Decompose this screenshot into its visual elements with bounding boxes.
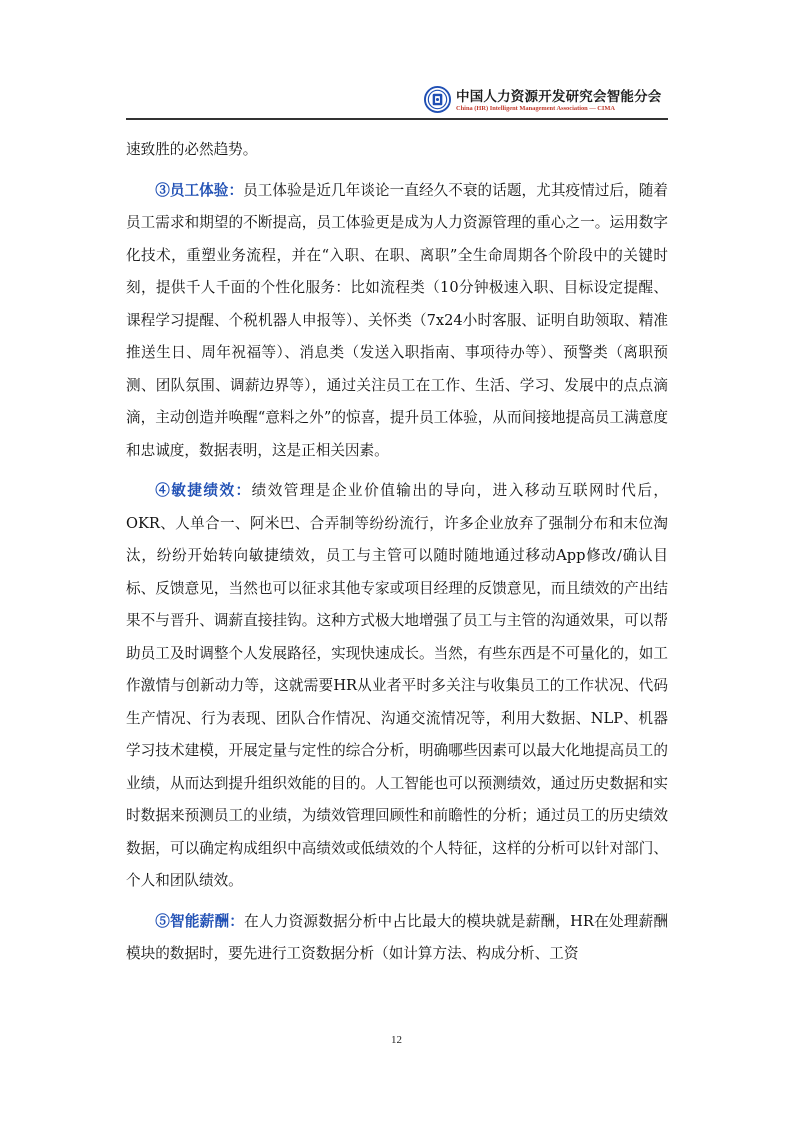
paragraph-agile-performance	[126, 475, 668, 898]
cima-logo-icon	[424, 86, 451, 113]
org-name-en: China (HR) Intelligent Management Association — CIMA	[456, 105, 616, 112]
paragraph-text: 绩效管理是企业价值输出的导向，进入移动互联网时代后，OKR、人单合一、阿米巴、合弄制等纷纷流行，许多企业放弃了强制分布和末位淘汰，纷纷开始转向敏捷绩效，员工与主管可以随时随地通过移动App修改/确认目标、反馈意见，当然也可以征求其他专家或项目经理的反馈意见，而且绩效的产出结果不与晋升、调薪直接挂钩。这种方式极大地增强了员工与主管的沟通效果，可以帮助员工及时调整个人发展路径，实现快速成长。当然，有些东西是不可量化的，如工作激情与创新动力等，这就需要HR从业者平时多关注与收集员工的工作状况、代码生产情况、行为表现、团队合作情况、沟通交流情况等，利用大数据、NLP、机器学习技术建模，开展定量与定性的综合分析，明确哪些因素可以最大化地提高员工的业绩，从而达到提升组织效能的目的。人工智能也可以预测绩效，通过历史数据和实时数据来预测员工的业绩，为绩效管理回顾性和前瞻性的分析；通过员工的历史绩效数据，可以确定构成组织中高绩效或低绩效的个人特征，这样的分析可以针对部门、个人和团队绩效。	[126, 482, 668, 889]
org-name-cn: 中国人力资源开发研究会智能分会	[456, 89, 662, 105]
page-header	[418, 82, 680, 120]
paragraph-text: 在人力资源数据分析中占比最大的模块就是薪酬，HR在处理薪酬模块的数据时，要先进行工资数据分析（如计算方法、构成分析、工资	[126, 912, 668, 962]
section-heading-smart-compensation: ⑤智能薪酬：	[155, 912, 245, 930]
section-heading-agile-performance: ④敏捷绩效：	[155, 482, 252, 499]
paragraph-employee-experience	[126, 175, 668, 468]
paragraph-text: 员工体验是近几年谈论一直经久不衰的话题，尤其疫情过后，随着员工需求和期望的不断提高，员工体验更是成为人力资源管理的重心之一。运用数字化技术，重塑业务流程，并在“入职、在职、离职”全生命周期各个阶段中的关键时刻，提供千人千面的个性化服务：比如流程类（10分钟极速入职、目标设定提醒、课程学习提醒、个税机器人申报等）、关怀类（7x24小时客服、证明自助领取、精准推送生日、周年祝福等）、消息类（发送入职指南、事项待办等）、预警类（离职预测、团队氛围、调薪边界等），通过关注员工在工作、生活、学习、发展中的点点滴滴，主动创造并唤醒“意料之外”的惊喜，提升员工体验，从而间接地提高员工满意度和忠诚度，数据表明，这是正相关因素。	[126, 181, 668, 459]
document-body	[126, 134, 668, 971]
header-divider	[126, 118, 668, 120]
paragraph-smart-compensation	[126, 906, 668, 971]
paragraph-continuation: 速致胜的必然趋势。	[126, 141, 258, 158]
page-number: 12	[391, 1034, 402, 1046]
section-heading-employee-experience: ③员工体验：	[155, 181, 244, 199]
